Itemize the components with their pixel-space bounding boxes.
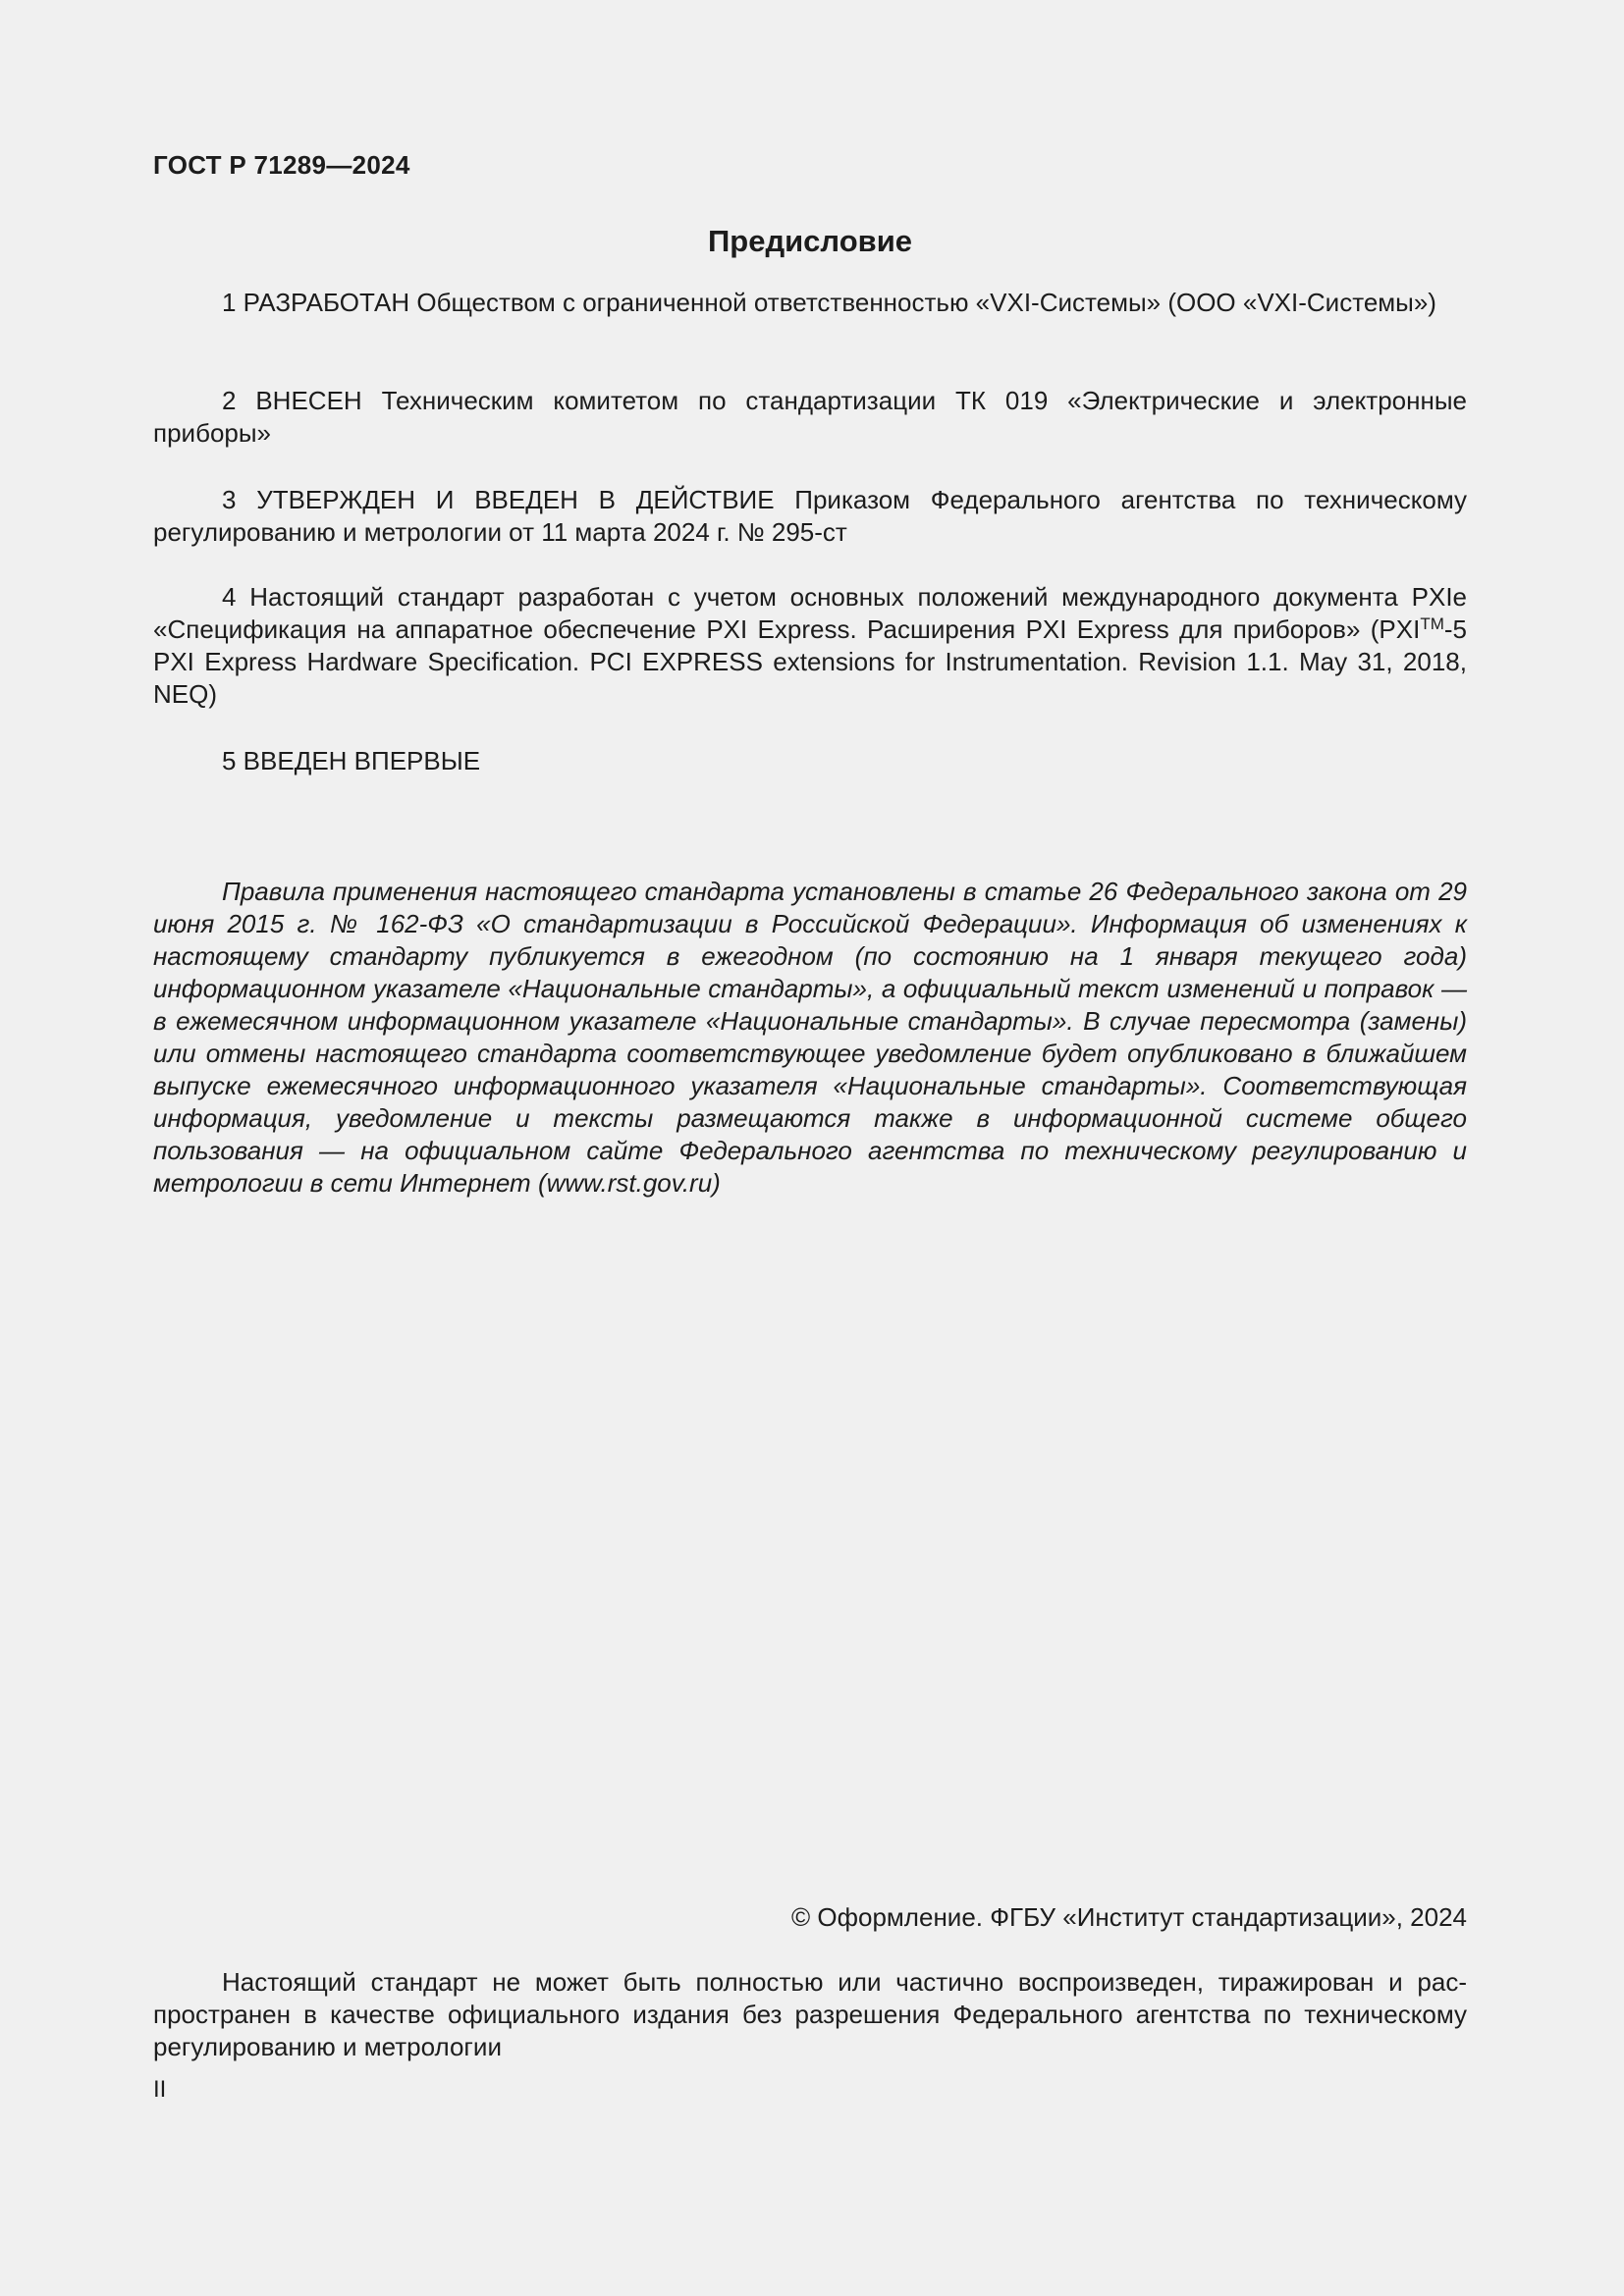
foreword-item-4 — [153, 581, 1467, 711]
standard-code: ГОСТ Р 71289—2024 — [153, 150, 410, 180]
document-page — [153, 0, 1467, 2296]
reproduction-notice: Настоящий стандарт не может быть полностью или частично воспроизведен, тиражирован и распространен в качестве официального издания без разрешения Федерального агентства по техническому регулированию и метрологии — [153, 1967, 1467, 2061]
foreword-item-4-part-2: -5 PXI Express Hardware Specification. PCI EXPRESS extensions for Instrumentation. Revision 1.1. May 31, 2018, NEQ) — [153, 614, 1467, 709]
foreword-item-1: 1 РАЗРАБОТАН Обществом с ограниченной ответственностью «VXI-Системы» (ООО «VXI-Системы») — [222, 288, 1436, 317]
foreword-item-2: 2 ВНЕСЕН Техническим комитетом по стандартизации ТК 019 «Электрические и электронные приборы» — [153, 386, 1467, 448]
copyright-line: © Оформление. ФГБУ «Институт стандартизации», 2024 — [791, 1902, 1467, 1932]
page-number: II — [153, 2076, 167, 2103]
application-rules-paragraph: Правила применения настоящего стандарта установлены в статье 26 Федерального закона от 29 июня 2015 г. № 162-ФЗ «О стандартизации в Российской Федерации». Информация об изменениях к настоящему стандарту публикуется в ежегодном (по состоянию на 1 января текущего года) информационном указателе «Национальные стандарты», а официальный текст изменений и поправок — в ежемесячном информационном указателе «Национальные стандарты». В случае пересмотра (замены) или отмены настоящего стандарта соответствующее уведомление будет опубликовано в ближайшем выпуске ежемесячного информационного указателя «Национальные стандарты». Соответствующая информация, уведомление и тексты размещаются также в информационной системе общего пользования — на официальном сайте Федерального агентства по техническому регулированию и метрологии в сети Интернет (www.rst.gov.ru) — [153, 877, 1467, 1198]
page-title: Предисловие — [707, 224, 912, 258]
foreword-item-5: 5 ВВЕДЕН ВПЕРВЫЕ — [222, 746, 481, 775]
foreword-item-4-part-1: 4 Настоящий стандарт разработан с учетом основных положений международного документа PXIe «Спецификация на аппаратное обеспечение PXI Express. Расширения PXI Express для приборов» (PXI — [153, 582, 1467, 644]
trademark-superscript: TM — [1420, 614, 1444, 633]
foreword-item-3: 3 УТВЕРЖДЕН И ВВЕДЕН В ДЕЙСТВИЕ Приказом Федерального агентства по техническому регулированию и метрологии от 11 марта 2024 г. № 295-ст — [153, 485, 1467, 547]
